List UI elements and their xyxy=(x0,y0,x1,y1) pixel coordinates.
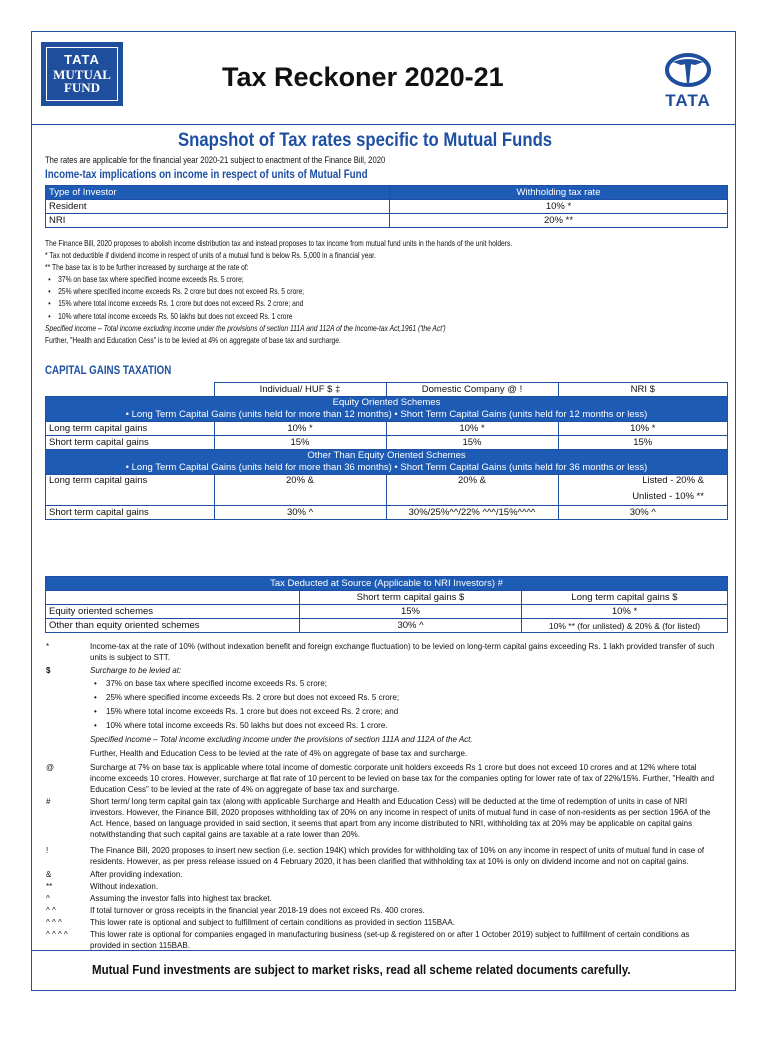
header-cell: Withholding tax rate xyxy=(390,186,728,200)
note-bullet: • 25% where specified income exceeds Rs. 2 crore but does not exceed Rs. 5 crore; xyxy=(45,286,605,298)
note-bullet: • 10% where total income exceeds Rs. 50 lakhs but does not exceed Rs. 1 crore xyxy=(45,311,605,323)
tata-mutual-fund-logo xyxy=(41,42,123,106)
empty-cell xyxy=(46,591,300,605)
table-cell: 10% * xyxy=(214,422,386,436)
footnote-text: Income-tax at the rate of 10% (without indexation benefit and foreign exchange fluctuation) to be levied on long-term capital gains exceeding Rs. 1 lakh provided transfer of such units is subject to STT. xyxy=(90,642,715,662)
document-frame xyxy=(31,31,736,991)
table-cell: 10% * xyxy=(522,605,728,619)
table-cell: 15% xyxy=(214,436,386,450)
footnote-text: Surcharge at 7% on base tax is applicable where total income of domestic corporate unit holders exceeds Rs 1 crore but does not exceed 10 crores and at 12% where total income exceeds 10 crores. However, surcharge at flat rate of 10 percent to be levied on base tax for the companies opting for lower rate of tax of 22%/15%. Further, "Health and Education Cess" to be levied at the rate of 4% on aggregate of base tax and surcharge. xyxy=(90,763,715,794)
table-cell: 20% & xyxy=(386,475,558,506)
tata-wordmark: TATA xyxy=(665,91,711,110)
other-title: Other Than Equity Oriented Schemes xyxy=(307,450,466,461)
logo-line-2: MUTUAL xyxy=(53,67,111,82)
footnote-symbol: ^ ^ xyxy=(46,906,56,915)
income-section-title: Income-tax implications on income in respect of units of Mutual Fund xyxy=(45,169,368,181)
footnote-symbol: ^ xyxy=(46,894,50,903)
footnote-text: Surcharge to be levied at: xyxy=(90,666,182,675)
table-cell: Equity oriented schemes xyxy=(46,605,300,619)
tds-table xyxy=(45,576,728,633)
note-paragraph: ** The base tax is to be further increased by surcharge at the rate of: xyxy=(45,263,249,273)
footnote-bullet: • 10% where total income exceeds Rs. 50 lakhs but does not exceed Rs. 1 crore. xyxy=(90,720,736,731)
table-row xyxy=(46,422,728,436)
equity-subtitle: • Long Term Capital Gains (units held for more than 12 months) • Short Term Capital Gains (units held for 12 months or less) xyxy=(125,409,648,420)
table-cell: Short term capital gains xyxy=(46,506,215,520)
column-header: Long term capital gains $ xyxy=(522,591,728,605)
footnote-symbol: ** xyxy=(46,882,53,891)
table-cell: Long term capital gains xyxy=(46,475,215,506)
footnote-text: This lower rate is optional and subject to fulfillment of certain conditions as provided in section 115BAA. xyxy=(90,918,455,927)
footnote-bullet: • 15% where total income exceeds Rs. 1 crore but does not exceed Rs. 2 crore; and xyxy=(90,706,736,717)
footnote-symbol: # xyxy=(46,797,51,806)
note-bullet: • 15% where total income exceeds Rs. 1 crore but does not exceed Rs. 2 crore; and xyxy=(45,298,605,310)
footnote-text: Short term/ long term capital gain tax (along with applicable Surcharge and Health and Education Cess) will be deducted at the time of redemption of units in case of NRI investors. However, the Finance Bill, 2020 proposes withholding tax of 20% on any income in respect of units of mutual fund in case of non-residents as per section 196A of the Act. Hence, based on language provided in said section, it seems that apart from any income distributed to NRI, withholding tax at 20% may be applicable on capital gains notwithstanding that such capital gains are taxable at a rate lower than 20%. xyxy=(90,797,711,839)
table-row xyxy=(46,577,728,591)
note-paragraph: * Tax not deductible if dividend income in respect of units of a mutual fund is below Rs. 5,000 in a financial year. xyxy=(45,251,376,261)
equity-title: Equity Oriented Schemes xyxy=(332,397,441,408)
income-table xyxy=(45,185,728,228)
column-header: Domestic Company @ ! xyxy=(386,383,558,397)
page-footer xyxy=(32,950,735,991)
snapshot-title: Snapshot of Tax rates specific to Mutual Funds xyxy=(178,130,553,151)
footnote-symbol: @ xyxy=(46,763,55,772)
page-header xyxy=(32,32,735,125)
footnote-symbol: $ xyxy=(46,666,51,675)
table-cell: Long term capital gains xyxy=(46,422,215,436)
footnote-symbol: ^ ^ ^ xyxy=(46,918,62,927)
column-header: Short term capital gains $ xyxy=(300,591,522,605)
note-bullet: • 37% on base tax where specified income exceeds Rs. 5 crore; xyxy=(45,274,605,286)
footnote-text: Further, Health and Education Cess to be levied at the rate of 4% on aggregate of base tax and surcharge. xyxy=(90,749,468,758)
table-cell: 30%/25%^^/22% ^^^/15%^^^^ xyxy=(386,506,558,520)
table-row xyxy=(46,186,728,200)
footnote-text: After providing indexation. xyxy=(90,870,183,879)
tds-title: Tax Deducted at Source (Applicable to NRI Investors) # xyxy=(46,577,728,591)
table-row xyxy=(46,200,728,214)
logo-line-1: TATA xyxy=(64,52,100,67)
footnote-bullet: • 37% on base tax where specified income exceeds Rs. 5 crore; xyxy=(90,678,736,689)
table-row xyxy=(46,605,728,619)
intro-text: The rates are applicable for the financial year 2020-21 subject to enactment of the Finance Bill, 2020 xyxy=(45,155,386,165)
section-header xyxy=(46,397,728,422)
capital-gains-table xyxy=(45,382,728,520)
table-row xyxy=(46,450,728,475)
logo-line-3: FUND xyxy=(63,80,101,95)
income-notes xyxy=(45,238,728,347)
footnote-symbol: ! xyxy=(46,846,49,855)
table-cell: NRI xyxy=(46,214,390,228)
footnote-bullet: • 25% where specified income exceeds Rs. 2 crore but does not exceed Rs. 5 crore; xyxy=(90,692,736,703)
table-row xyxy=(46,436,728,450)
nri-listed: Listed - 20% & xyxy=(642,475,704,486)
table-cell: Short term capital gains xyxy=(46,436,215,450)
nri-unlisted: Unlisted - 10% ** xyxy=(632,491,704,502)
footnote-text: Assuming the investor falls into highest tax bracket. xyxy=(90,894,272,903)
table-cell: 15% xyxy=(300,605,522,619)
note-paragraph: Specified income – Total income excluding income under the provisions of section 111A and 112A of the Income-tax Act,1961 ('the Act') xyxy=(45,323,446,333)
table-row xyxy=(46,619,728,633)
footnote-text: This lower rate is optional for companies engaged in manufacturing business (set-up & registered on or after 1 October 2019) subject to fulfillment of certain conditions as provided in section 115BAB. xyxy=(90,930,690,950)
table-cell: 10% ** (for unlisted) & 20% & (for listed) xyxy=(522,619,728,633)
table-cell: 30% ^ xyxy=(300,619,522,633)
footnote-symbol: & xyxy=(46,870,52,879)
note-paragraph: Further, "Health and Education Cess" is to be levied at 4% on aggregate of base tax and surcharge. xyxy=(45,335,341,345)
footnote-symbol: * xyxy=(46,642,50,651)
page-title: Tax Reckoner 2020-21 xyxy=(222,62,504,92)
column-header: Individual/ HUF $ ‡ xyxy=(214,383,386,397)
footnote-symbol: ^ ^ ^ ^ xyxy=(46,930,68,939)
footnote-text: The Finance Bill, 2020 proposes to insert new section (i.e. section 194K) which provides for withholding tax of 10% on any income in respect of units of mutual fund in case of residents. However, as per press release issued on 4 February 2020, it has been clarified that withholding tax at 10% is only on dividend income and not on capital gains. xyxy=(90,846,705,866)
table-row xyxy=(46,591,728,605)
table-cell: 20% ** xyxy=(390,214,728,228)
table-row xyxy=(46,383,728,397)
table-cell: Resident xyxy=(46,200,390,214)
table-cell: 10% * xyxy=(386,422,558,436)
tata-logo xyxy=(656,52,720,116)
column-header: NRI $ xyxy=(558,383,728,397)
table-row xyxy=(46,397,728,422)
table-cell: 15% xyxy=(386,436,558,450)
table-cell: Other than equity oriented schemes xyxy=(46,619,300,633)
header-cell: Type of Investor xyxy=(46,186,390,200)
table-cell: 15% xyxy=(558,436,728,450)
table-cell: 30% ^ xyxy=(558,506,728,520)
table-row xyxy=(46,475,728,506)
table-cell xyxy=(558,475,728,506)
empty-cell xyxy=(46,383,215,397)
other-subtitle: • Long Term Capital Gains (units held for more than 36 months) • Short Term Capital Gains (units held for 36 months or less) xyxy=(125,462,648,473)
table-row xyxy=(46,214,728,228)
section-header xyxy=(46,450,728,475)
footnote-text: If total turnover or gross receipts in the financial year 2018-19 does not exceed Rs. 400 crores. xyxy=(90,906,425,915)
disclaimer-text: Mutual Fund investments are subject to market risks, read all scheme related documents carefully. xyxy=(92,963,631,977)
table-cell: 10% * xyxy=(558,422,728,436)
table-row xyxy=(46,506,728,520)
footnote-text: Without indexation. xyxy=(90,882,159,891)
table-cell: 30% ^ xyxy=(214,506,386,520)
note-paragraph: The Finance Bill, 2020 proposes to abolish income distribution tax and instead proposes to tax income from mutual fund units in the hands of the unit holders. xyxy=(45,239,513,248)
table-cell: 20% & xyxy=(214,475,386,506)
tata-emblem-icon xyxy=(665,52,711,88)
capital-gains-title: CAPITAL GAINS TAXATION xyxy=(45,365,172,377)
footnote-text: Specified income – Total income excluding income under the provisions of section 111A and 112A of the Act. xyxy=(90,735,473,744)
table-cell: 10% * xyxy=(390,200,728,214)
